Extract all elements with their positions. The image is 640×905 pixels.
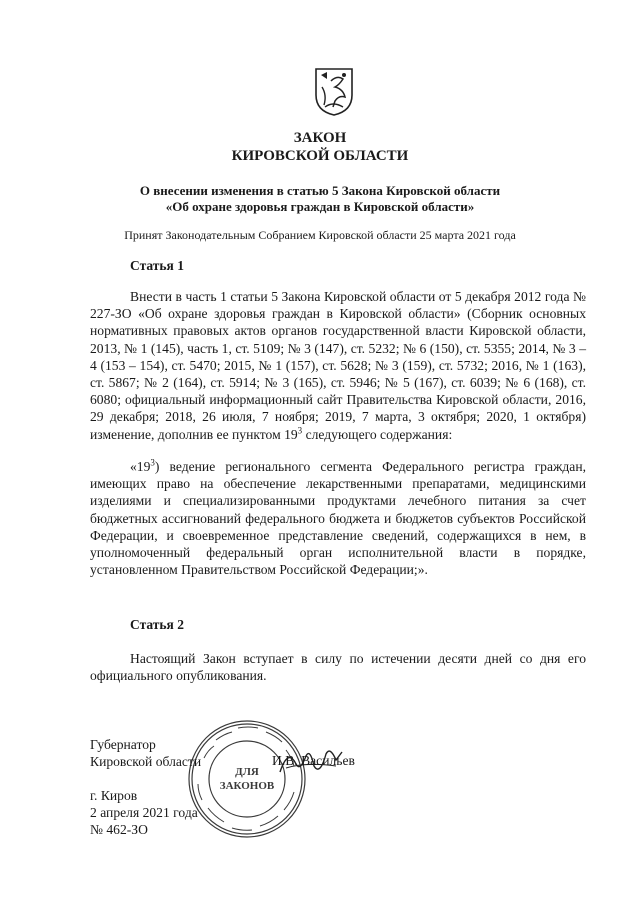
law-title-line2: КИРОВСКОЙ ОБЛАСТИ	[231, 148, 409, 164]
law-number: № 462-ЗО	[90, 822, 148, 837]
article-1-text-b: следующего содержания:	[302, 426, 453, 442]
stamp-text-line2: ЗАКОНОВ	[219, 780, 275, 792]
article-1-paragraph-1	[90, 288, 586, 443]
law-title-line1: ЗАКОН	[293, 130, 347, 146]
article-1-quote-text: ) ведение регионального сегмента Федерального регистра граждан, имеющих право на обеспечение лекарственными препаратами, медицинскими изделиями и специализированными продуктами лечебного питания за счет бюджетных ассигнований федерального бюджета и бюджетов субъектов Российской Федерации, и своевременное представление сведений, содержащихся в нем, в уполномоченный федеральный орган исполнительной власти в порядке, установленном Правительством Российской Федерации;».	[90, 459, 586, 578]
adoption-note: Принят Законодательным Собранием Кировской области 25 марта 2021 года	[124, 228, 516, 242]
article-1-quote-open: «19	[130, 459, 151, 474]
governor-name: И.В. Васильев	[272, 753, 355, 768]
law-subject-line1: О внесении изменения в статью 5 Закона Кировской области	[139, 183, 501, 198]
governor-title: Губернатор	[90, 737, 156, 752]
article-1-paragraph-2	[90, 458, 586, 578]
article-1-heading: Статья 1	[130, 258, 184, 273]
signing-city: г. Киров	[90, 788, 138, 803]
stamp-text-line1: ДЛЯ	[235, 766, 259, 778]
signing-date: 2 апреля 2021 года	[90, 805, 198, 820]
article-1-text-a: Внести в часть 1 статьи 5 Закона Кировской области от 5 декабря 2012 года № 227-ЗО «Об охране здоровья граждан в Кировской области» (Сборник основных нормативных правовых актов органов государственной власти Кировской области, 2013, № 1 (145), часть 1, ст. 5109; № 3 (147), ст. 5232; № 6 (150), ст. 5355; 2014, № 3 – 4 (153 – 154), ст. 5470; 2015, № 1 (157), ст. 5628; № 3 (159), ст. 5732; 2016, № 1 (163), ст. 5867; № 2 (164), ст. 5914; № 3 (165), ст. 5946; № 5 (167), ст. 6039; № 6 (168), ст. 6080; официальный информационный сайт Правительства Кировской области, 2016, 29 декабря; 2018, 26 июля, 7 ноября; 2019, 7 марта, 3 октября; 2020, 1 октября) изменение, дополнив ее пунктом 19	[90, 289, 586, 442]
article-1-superscript-a: 3	[297, 425, 303, 436]
article-2-paragraph: Настоящий Закон вступает в силу по истечении десяти дней со дня его официального опубликования.	[90, 651, 586, 684]
coat-of-arms-emblem	[313, 65, 355, 117]
governor-region: Кировской области	[90, 754, 202, 769]
article-2-heading: Статья 2	[130, 617, 184, 632]
article-1-superscript-b: 3	[150, 457, 155, 468]
law-subject-line2: «Об охране здоровья граждан в Кировской области»	[165, 199, 475, 214]
